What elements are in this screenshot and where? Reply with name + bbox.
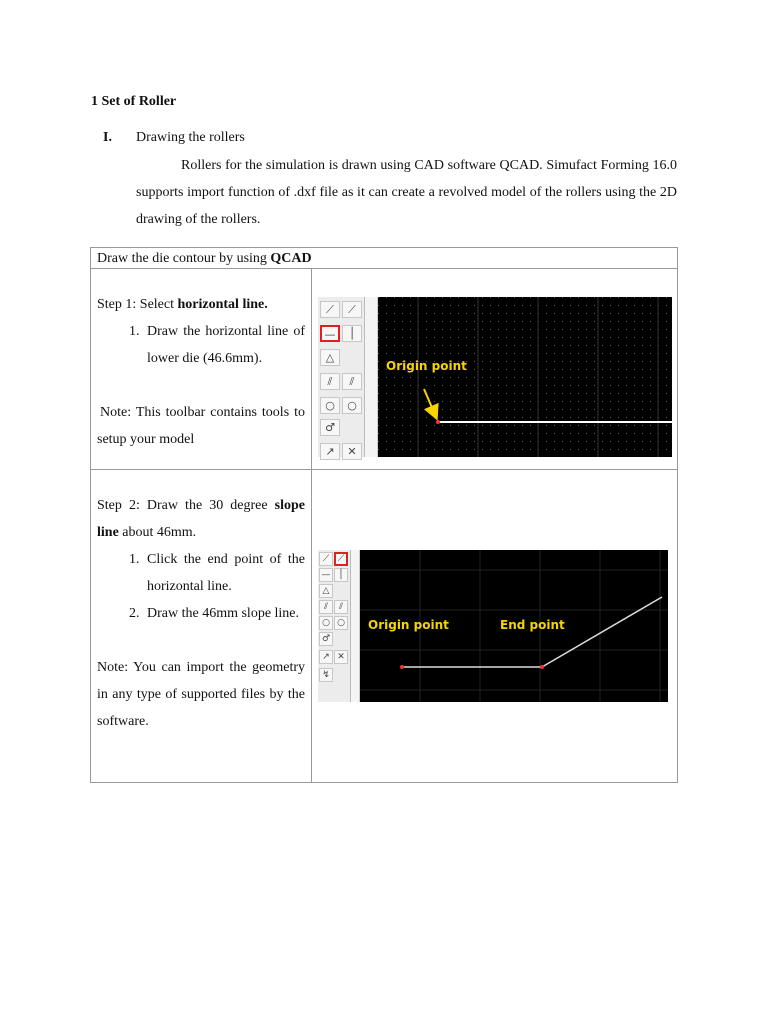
vertical-line-icon[interactable]: │ [334,568,348,582]
parallel-line-icon[interactable]: ⫽ [320,373,340,390]
delete-icon[interactable]: ✕ [342,443,362,460]
item-heading [103,130,245,146]
step1-text-cell [91,269,312,470]
list-item: 2. Draw the 46mm slope line. [143,600,305,627]
triangle-icon[interactable]: △ [319,584,333,598]
parallel-line-icon[interactable]: ⫽ [319,600,333,614]
step2-text-cell [91,470,312,783]
angle-line-icon[interactable]: ⟋ [342,301,362,318]
origin-marker [400,665,404,669]
step2-figure-cell [312,470,678,783]
slope-line [542,597,662,667]
steps-table [90,247,678,783]
cad-canvas [378,297,672,457]
table-row [91,269,678,470]
figure1 [318,297,672,457]
table-header-text: Draw the die contour by using [97,251,271,266]
end-point-label: End point [500,618,565,632]
end-point-marker [540,665,544,669]
trim-icon[interactable]: ↗ [319,650,333,664]
figure2 [318,550,668,702]
step1-figure-cell [312,269,678,470]
list-item: 1. Click the end point of the horizontal line. [143,546,305,600]
vertical-ruler [365,297,378,457]
circle-tool-icon[interactable]: ♂ [320,419,340,436]
step1-prefix: Step 1: Select [97,297,178,312]
step2-prefix: Step 2: Draw the 30 degree [97,498,275,513]
line-tool-icon[interactable]: ⟋ [319,552,333,566]
dimension-icon[interactable]: ↯ [319,668,333,682]
qcad-toolbar [318,297,365,457]
cad-drawing [378,297,672,457]
origin-label: Origin point [386,359,467,373]
delete-icon[interactable]: ✕ [334,650,348,664]
angle-line-icon[interactable]: ⟋ [334,552,348,566]
cad-canvas [360,550,668,702]
circle-tool-icon[interactable]: ○ [319,616,333,630]
parallel-line-icon[interactable]: ⫽ [334,600,348,614]
list-item: 1. Draw the horizontal line of lower die (46.6mm). [143,318,305,372]
step2-title [97,492,305,546]
circle-tool-icon[interactable]: ○ [342,397,362,414]
item-heading-text: Drawing the rollers [136,130,245,145]
item-number: I. [103,130,112,145]
circle-tool-icon[interactable]: ♂ [319,632,333,646]
origin-marker [436,420,440,424]
circle-tool-icon[interactable]: ○ [320,397,340,414]
step2-bold: slope line [97,498,305,540]
horizontal-line-icon[interactable]: — [320,325,340,342]
intro-paragraph: Rollers for the simulation is drawn using CAD software QCAD. Simufact Forming 16.0 supports import function of .dxf file as it can create a revolved model of the rollers using the 2D drawing of the rollers. [136,158,677,227]
qcad-toolbar [318,550,351,702]
trim-icon[interactable]: ↗ [320,443,340,460]
section-title: 1 Set of Roller [91,94,177,109]
horizontal-line-icon[interactable]: — [319,568,333,582]
circle-tool-icon[interactable]: ○ [334,616,348,630]
step2-list [97,546,305,627]
step1-bold: horizontal line. [177,297,268,312]
table-header [91,248,678,269]
triangle-icon[interactable]: △ [320,349,340,366]
origin-label: Origin point [368,618,449,632]
table-row [91,470,678,783]
step1-note: Note: This toolbar contains tools to setup your model [97,405,305,447]
step2-note: Note: You can import the geometry in any type of supported files by the software. [97,660,305,729]
step2-suffix: about 46mm. [118,525,197,540]
step1-list [97,318,305,372]
vertical-line-icon[interactable]: │ [342,325,362,342]
vertical-ruler [351,550,360,702]
parallel-line-icon[interactable]: ⫽ [342,373,362,390]
table-header-bold: QCAD [270,251,312,266]
step1-title [97,291,305,318]
line-tool-icon[interactable]: ⟋ [320,301,340,318]
